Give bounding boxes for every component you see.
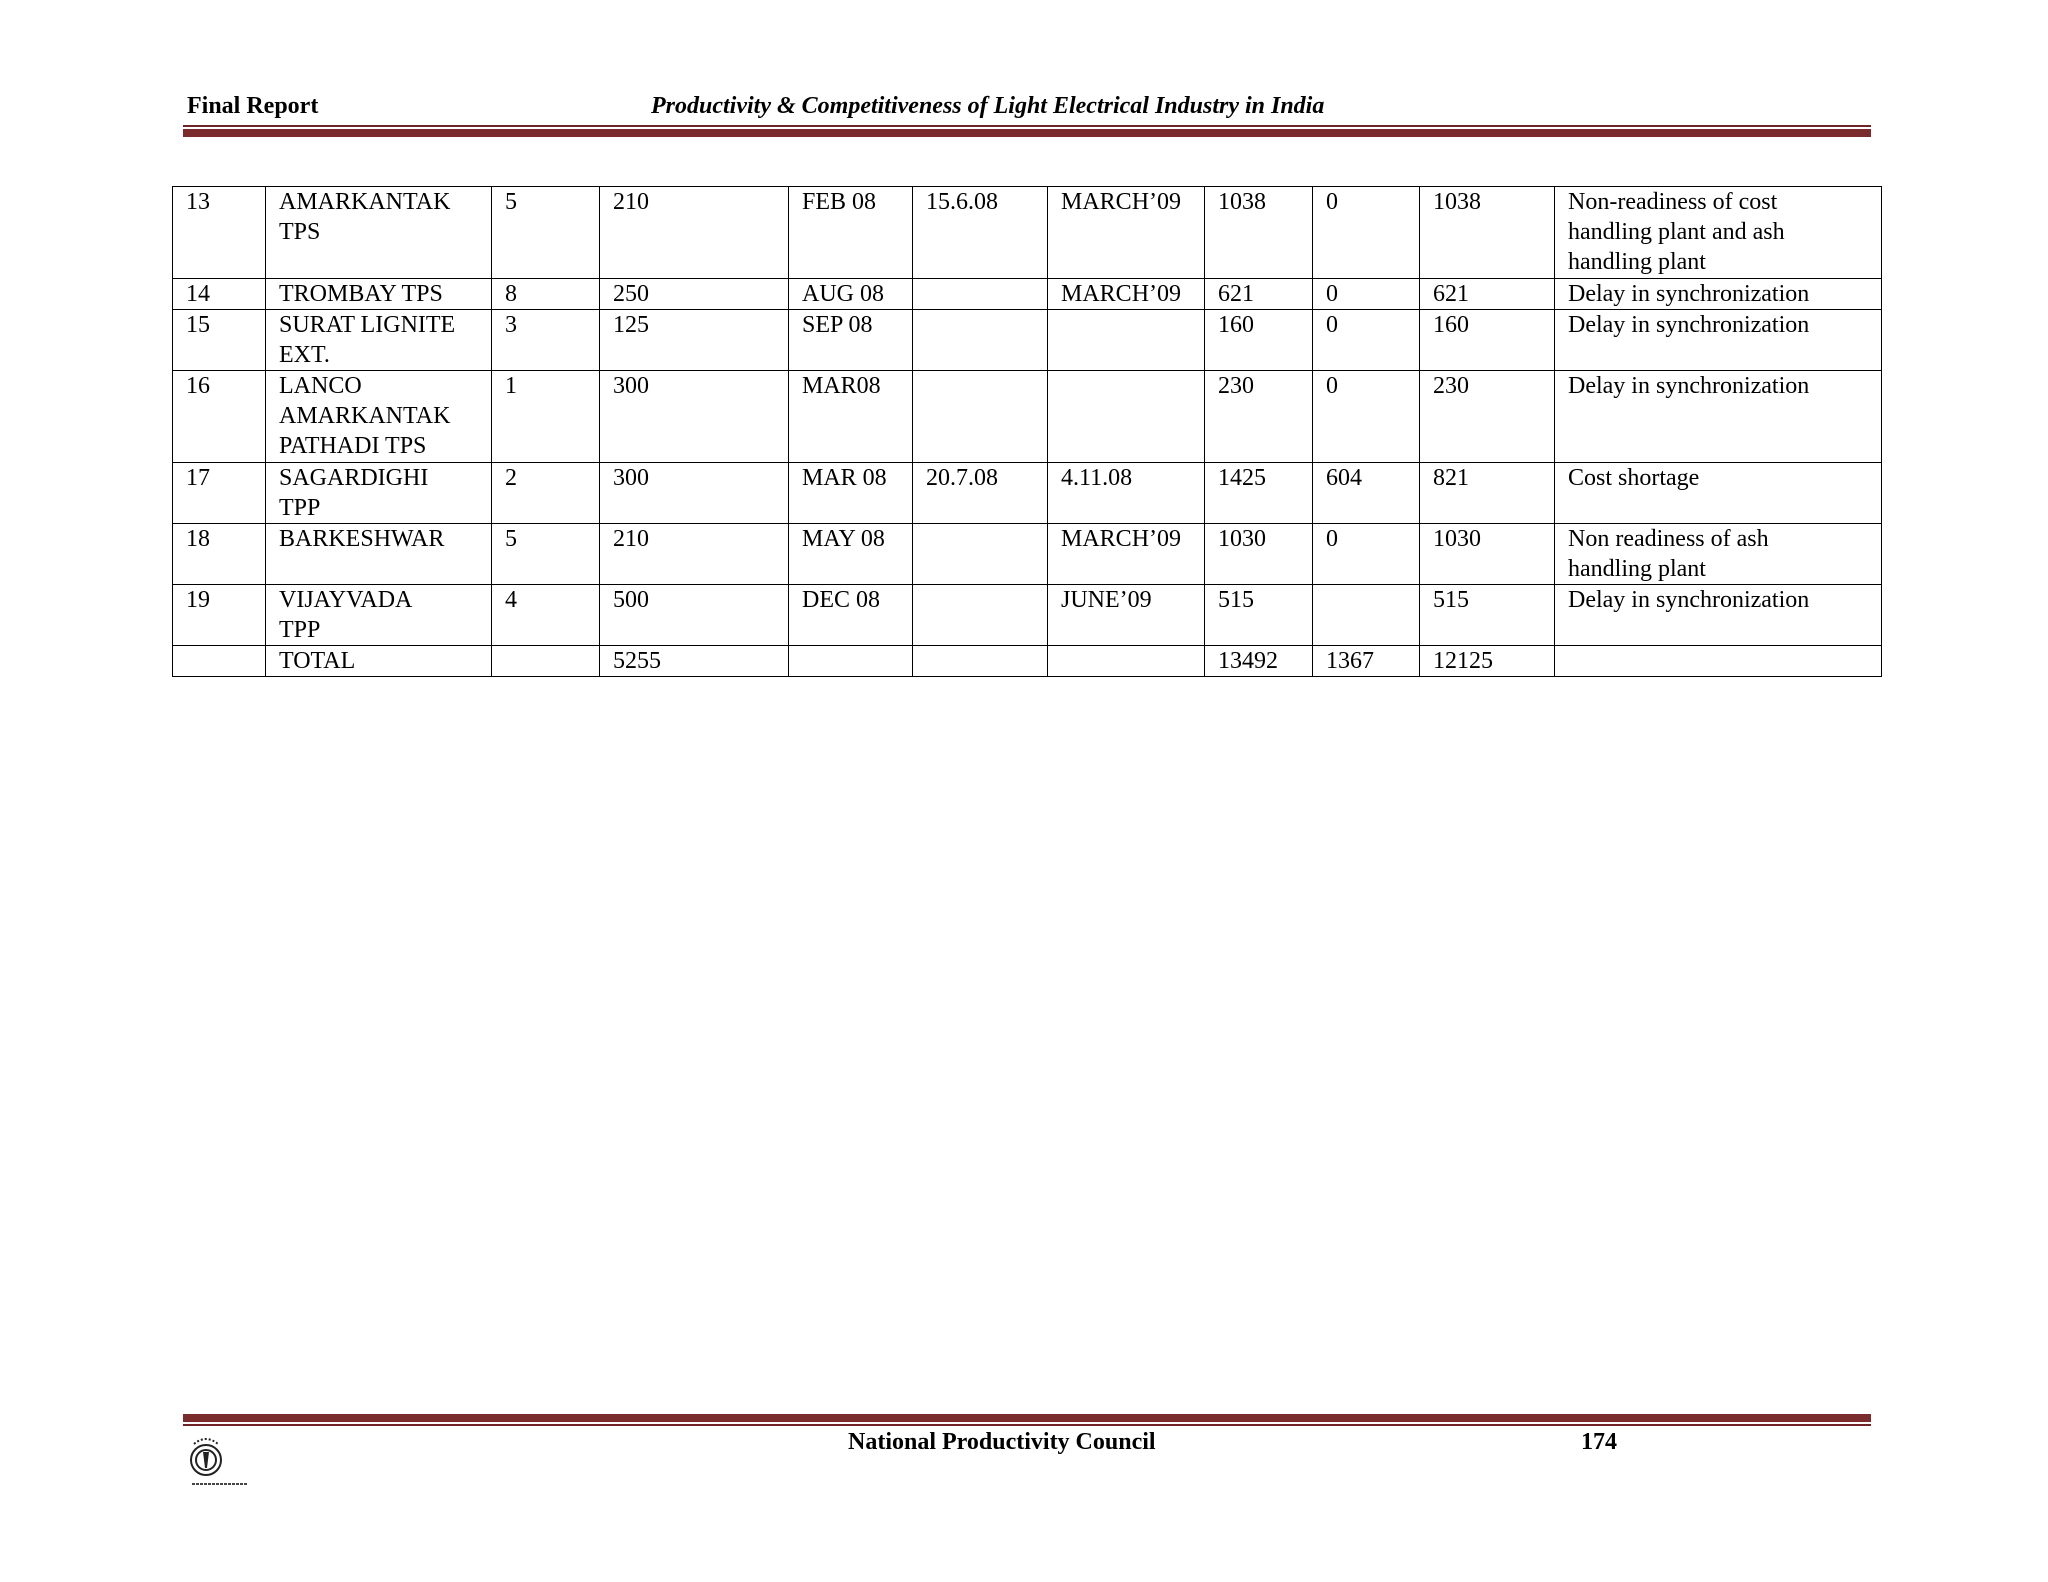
table-cell: 1038 [1420, 187, 1555, 279]
table-cell [913, 279, 1048, 310]
table-cell: 515 [1420, 585, 1555, 646]
table-cell: SURAT LIGNITE EXT. [266, 310, 492, 371]
table-cell: 4.11.08 [1048, 463, 1205, 524]
table-row [173, 371, 1882, 463]
table-cell: 2 [492, 463, 600, 524]
table-cell: 515 [1205, 585, 1313, 646]
table-cell: 8 [492, 279, 600, 310]
report-title: Productivity & Competitiveness of Light Electrical Industry in India [651, 93, 1325, 119]
table-cell: 0 [1313, 279, 1420, 310]
table-cell: MARCH’09 [1048, 524, 1205, 585]
table-row [173, 646, 1882, 677]
table-cell: Non readiness of ash handling plant [1555, 524, 1882, 585]
footer-divider-thin [183, 1424, 1871, 1426]
table-cell: 821 [1420, 463, 1555, 524]
table-cell [913, 646, 1048, 677]
table-cell: 0 [1313, 310, 1420, 371]
table-row [173, 463, 1882, 524]
table-cell: 160 [1420, 310, 1555, 371]
report-label: Final Report [187, 93, 319, 119]
table-cell: JUNE’09 [1048, 585, 1205, 646]
table-cell: 16 [173, 371, 266, 463]
table-cell: Delay in synchronization [1555, 310, 1882, 371]
table-cell: 0 [1313, 371, 1420, 463]
table-cell: 4 [492, 585, 600, 646]
table-cell: 250 [600, 279, 789, 310]
table-cell: Non-readiness of cost handling plant and ash handling plant [1555, 187, 1882, 279]
table-cell: Delay in synchronization [1555, 585, 1882, 646]
header-divider-thick [183, 129, 1871, 137]
table-cell: 0 [1313, 524, 1420, 585]
table-cell: 1038 [1205, 187, 1313, 279]
table-cell: AMARKANTAK TPS [266, 187, 492, 279]
power-projects-table [172, 186, 1882, 677]
page-number: 174 [1581, 1429, 1617, 1455]
table-cell: 125 [600, 310, 789, 371]
table-cell: 18 [173, 524, 266, 585]
table-cell: 621 [1205, 279, 1313, 310]
table-cell: 230 [1420, 371, 1555, 463]
table-cell: 5 [492, 524, 600, 585]
table-cell: 300 [600, 463, 789, 524]
table-cell: AUG 08 [789, 279, 913, 310]
table-cell: BARKESHWAR [266, 524, 492, 585]
table-row [173, 279, 1882, 310]
table-cell: 1425 [1205, 463, 1313, 524]
table-row [173, 524, 1882, 585]
table-cell: 210 [600, 524, 789, 585]
table-cell: TOTAL [266, 646, 492, 677]
table-cell: 15 [173, 310, 266, 371]
table-cell: 160 [1205, 310, 1313, 371]
table-cell: SAGARDIGHI TPP [266, 463, 492, 524]
table-cell [492, 646, 600, 677]
table-cell: 5255 [600, 646, 789, 677]
table-cell: Delay in synchronization [1555, 371, 1882, 463]
header-divider-thin [183, 125, 1871, 127]
footer-divider-thick [183, 1414, 1871, 1422]
table-cell: 230 [1205, 371, 1313, 463]
table-cell: 1367 [1313, 646, 1420, 677]
table-row [173, 585, 1882, 646]
table-row [173, 310, 1882, 371]
table-cell: 15.6.08 [913, 187, 1048, 279]
table-cell: 604 [1313, 463, 1420, 524]
table-cell: 13 [173, 187, 266, 279]
table-cell [1048, 371, 1205, 463]
table-cell: SEP 08 [789, 310, 913, 371]
footer-organization: National Productivity Council [848, 1429, 1156, 1455]
table-cell [913, 524, 1048, 585]
table-cell: 500 [600, 585, 789, 646]
table-cell [1555, 646, 1882, 677]
npc-emblem-icon [186, 1432, 258, 1494]
table-cell: 1 [492, 371, 600, 463]
table-cell: 300 [600, 371, 789, 463]
table-cell [913, 585, 1048, 646]
table-cell: 1030 [1205, 524, 1313, 585]
table-cell: 14 [173, 279, 266, 310]
table-cell: MAY 08 [789, 524, 913, 585]
table-cell: 19 [173, 585, 266, 646]
table-cell: 17 [173, 463, 266, 524]
table-cell: 1030 [1420, 524, 1555, 585]
table-cell [1048, 646, 1205, 677]
table-cell [1048, 310, 1205, 371]
table-cell: DEC 08 [789, 585, 913, 646]
table-cell [913, 310, 1048, 371]
table-cell: FEB 08 [789, 187, 913, 279]
table-cell: Cost shortage [1555, 463, 1882, 524]
table-cell: 20.7.08 [913, 463, 1048, 524]
table-cell: LANCO AMARKANTAK PATHADI TPS [266, 371, 492, 463]
table-cell [913, 371, 1048, 463]
table-cell [1313, 585, 1420, 646]
table-cell [789, 646, 913, 677]
table-cell [173, 646, 266, 677]
table-cell: 210 [600, 187, 789, 279]
table-cell: 621 [1420, 279, 1555, 310]
table-cell: 3 [492, 310, 600, 371]
table-cell: VIJAYVADA TPP [266, 585, 492, 646]
table-cell: MARCH’09 [1048, 187, 1205, 279]
table-cell: MAR 08 [789, 463, 913, 524]
table-cell: MARCH’09 [1048, 279, 1205, 310]
table-row [173, 187, 1882, 279]
table-cell: 13492 [1205, 646, 1313, 677]
table-cell: 5 [492, 187, 600, 279]
table-cell: TROMBAY TPS [266, 279, 492, 310]
table-cell: Delay in synchronization [1555, 279, 1882, 310]
table-cell: 12125 [1420, 646, 1555, 677]
table-cell: 0 [1313, 187, 1420, 279]
table-cell: MAR08 [789, 371, 913, 463]
